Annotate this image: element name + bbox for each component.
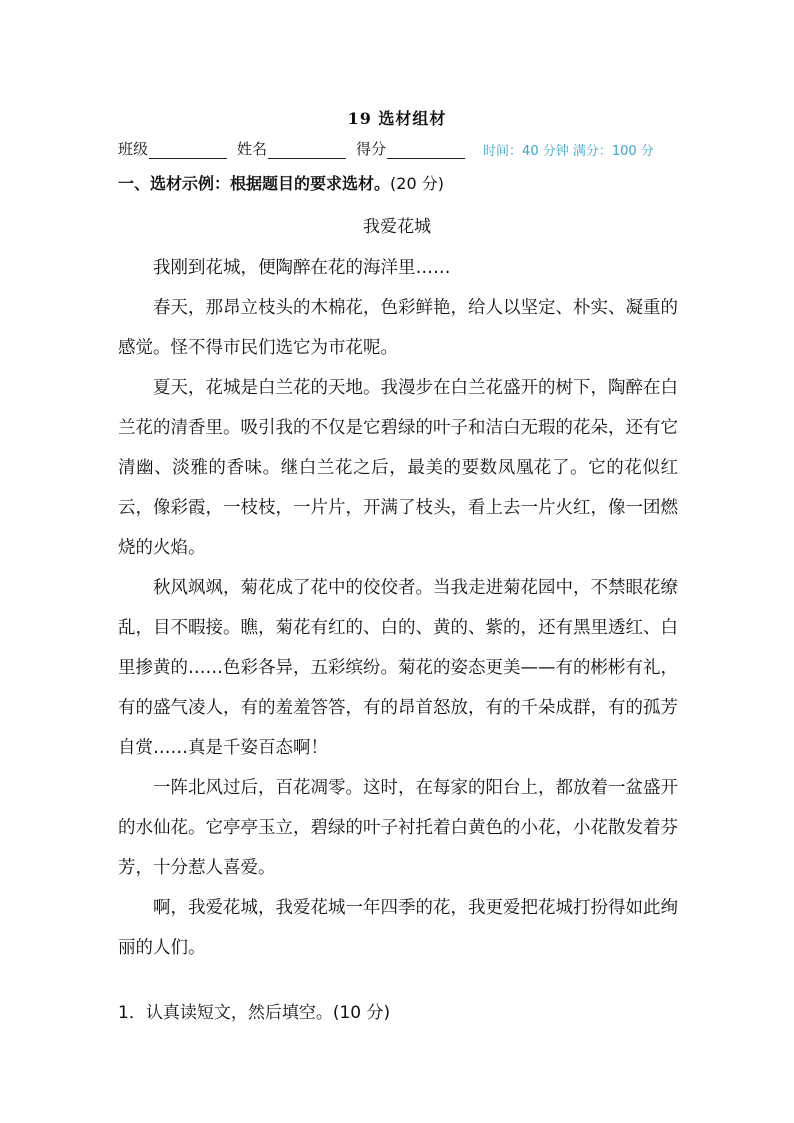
class-field bbox=[118, 138, 227, 159]
essay-paragraph: 春天，那昂立枝头的木棉花，色彩鲜艳，给人以坚定、朴实、凝重的感觉。怪不得市民们选它为市花呢。 bbox=[118, 298, 678, 358]
score-field bbox=[356, 138, 465, 159]
page-title: 19 选材组材 bbox=[347, 109, 447, 128]
essay-title: 我爱花城 bbox=[363, 217, 431, 237]
score-label: 得分 bbox=[356, 140, 387, 158]
question-1: 1．认真读短文，然后填空。(10 分) bbox=[118, 1003, 391, 1023]
essay-paragraph: 一阵北风过后，百花凋零。这时，在每家的阳台上，都放着一盆盛开的水仙花。它亭亭玉立，碧绿的叶子衬托着白黄色的小花，小花散发着芬芳，十分惹人喜爱。 bbox=[118, 778, 678, 878]
name-blank[interactable] bbox=[268, 143, 346, 159]
essay-body bbox=[118, 248, 678, 968]
name-field bbox=[237, 138, 346, 159]
essay-paragraph: 我刚到花城，便陶醉在花的海洋里…… bbox=[153, 258, 451, 278]
class-label: 班级 bbox=[118, 140, 149, 158]
time-score-info: 时间：40 分钟 满分：100 分 bbox=[483, 144, 654, 159]
essay-paragraph: 啊，我爱花城，我爱花城一年四季的花，我更爱把花城打扮得如此绚丽的人们。 bbox=[118, 898, 678, 958]
essay-paragraph: 夏天，花城是白兰花的天地。我漫步在白兰花盛开的树下，陶醉在白兰花的清香里。吸引我的不仅是它碧绿的叶子和洁白无瑕的花朵，还有它清幽、淡雅的香味。继白兰花之后，最美的要数凤凰花了。它的花似红云，像彩霞，一枝枝，一片片，开满了枝头，看上去一片火红，像一团燃烧的火焰。 bbox=[118, 378, 678, 558]
score-blank[interactable] bbox=[387, 143, 465, 159]
name-label: 姓名 bbox=[237, 140, 268, 158]
section-heading-points: (20 分) bbox=[390, 174, 444, 193]
class-blank[interactable] bbox=[149, 143, 227, 159]
section-heading bbox=[118, 171, 444, 194]
section-heading-text: 一、选材示例：根据题目的要求选材。 bbox=[118, 174, 391, 193]
student-info-row bbox=[118, 138, 688, 159]
essay-paragraph: 秋风飒飒，菊花成了花中的佼佼者。当我走进菊花园中，不禁眼花缭乱，目不暇接。瞧，菊花有红的、白的、黄的、紫的，还有黑里透红、白里掺黄的……色彩各异，五彩缤纷。菊花的姿态更美——有的彬彬有礼，有的盛气凌人，有的羞羞答答，有的昂首怒放，有的千朵成群，有的孤芳自赏……真是千姿百态啊！ bbox=[118, 578, 678, 758]
